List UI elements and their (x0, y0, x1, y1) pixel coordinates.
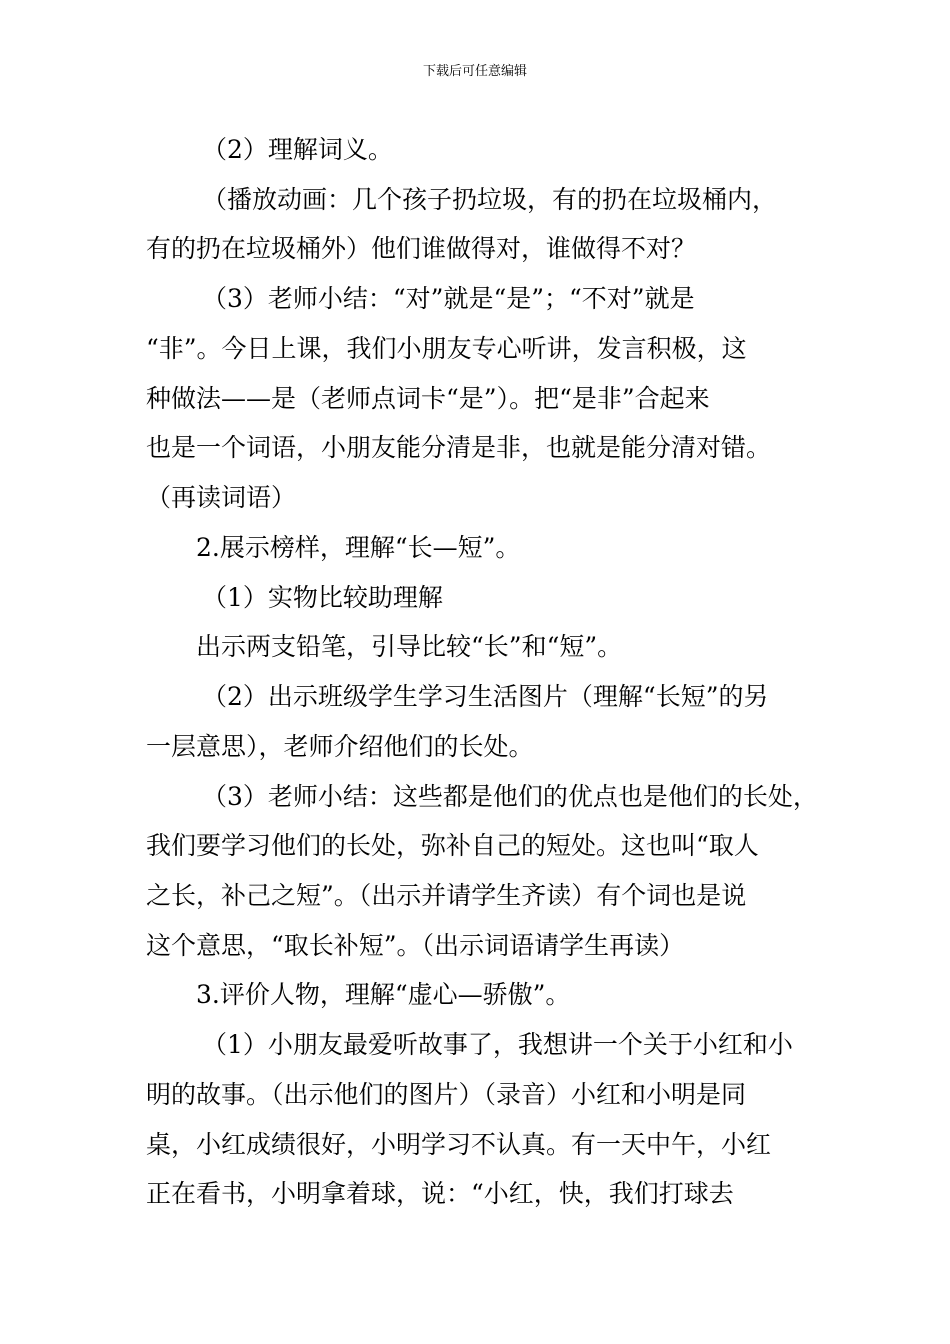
text-line: （再读词语） (146, 483, 297, 512)
text-line: 出示两支铅笔，引导比较“长”和“短”。 (196, 632, 623, 661)
text-line: （1）实物比较助理解 (202, 583, 443, 612)
text-line: 正在看书，小明拿着球，说：“小红，快，我们打球去 (146, 1179, 734, 1208)
text-line: （2）出示班级学生学习生活图片（理解“长短”的另 (202, 682, 769, 711)
text-line: 之长，补己之短”。（出示并请学生齐读）有个词也是说 (146, 881, 747, 910)
text-line: “非”。今日上课，我们小朋友专心听讲，发言积极，这 (146, 334, 747, 363)
text-line: 桌，小红成绩很好，小明学习不认真。有一天中午，小红 (146, 1130, 772, 1159)
text-line: （3）老师小结：“对”就是“是”；“不对”就是 (202, 284, 695, 313)
text-line: （2）理解词义。 (202, 135, 393, 164)
text-line: （1）小朋友最爱听故事了，我想讲一个关于小红和小 (202, 1030, 793, 1059)
text-line: 有的扔在垃圾桶外）他们谁做得对，谁做得不对？ (146, 234, 697, 263)
text-line: 3.评价人物，理解“虚心—骄傲”。 (196, 980, 571, 1009)
text-line: （播放动画：几个孩子扔垃圾，有的扔在垃圾桶内， (202, 185, 778, 214)
text-line: 种做法——是（老师点词卡“是”）。把“是非”合起来 (146, 384, 710, 413)
text-line: 2.展示榜样，理解“长—短”。 (196, 533, 521, 562)
text-line: （3）老师小结：这些都是他们的优点也是他们的长处， (202, 782, 818, 811)
page-header: 下载后可任意编辑 (422, 64, 527, 79)
text-line: 一层意思），老师介绍他们的长处。 (146, 732, 534, 761)
text-line: 明的故事。（出示他们的图片）（录音）小红和小明是同 (146, 1080, 747, 1109)
text-line: 我们要学习他们的长处，弥补自己的短处。这也叫“取人 (146, 831, 759, 860)
text-line: 也是一个词语，小朋友能分清是非，也就是能分清对错。 (146, 433, 772, 462)
text-line: 这个意思，“取长补短”。（出示词语请学生再读） (146, 931, 685, 960)
